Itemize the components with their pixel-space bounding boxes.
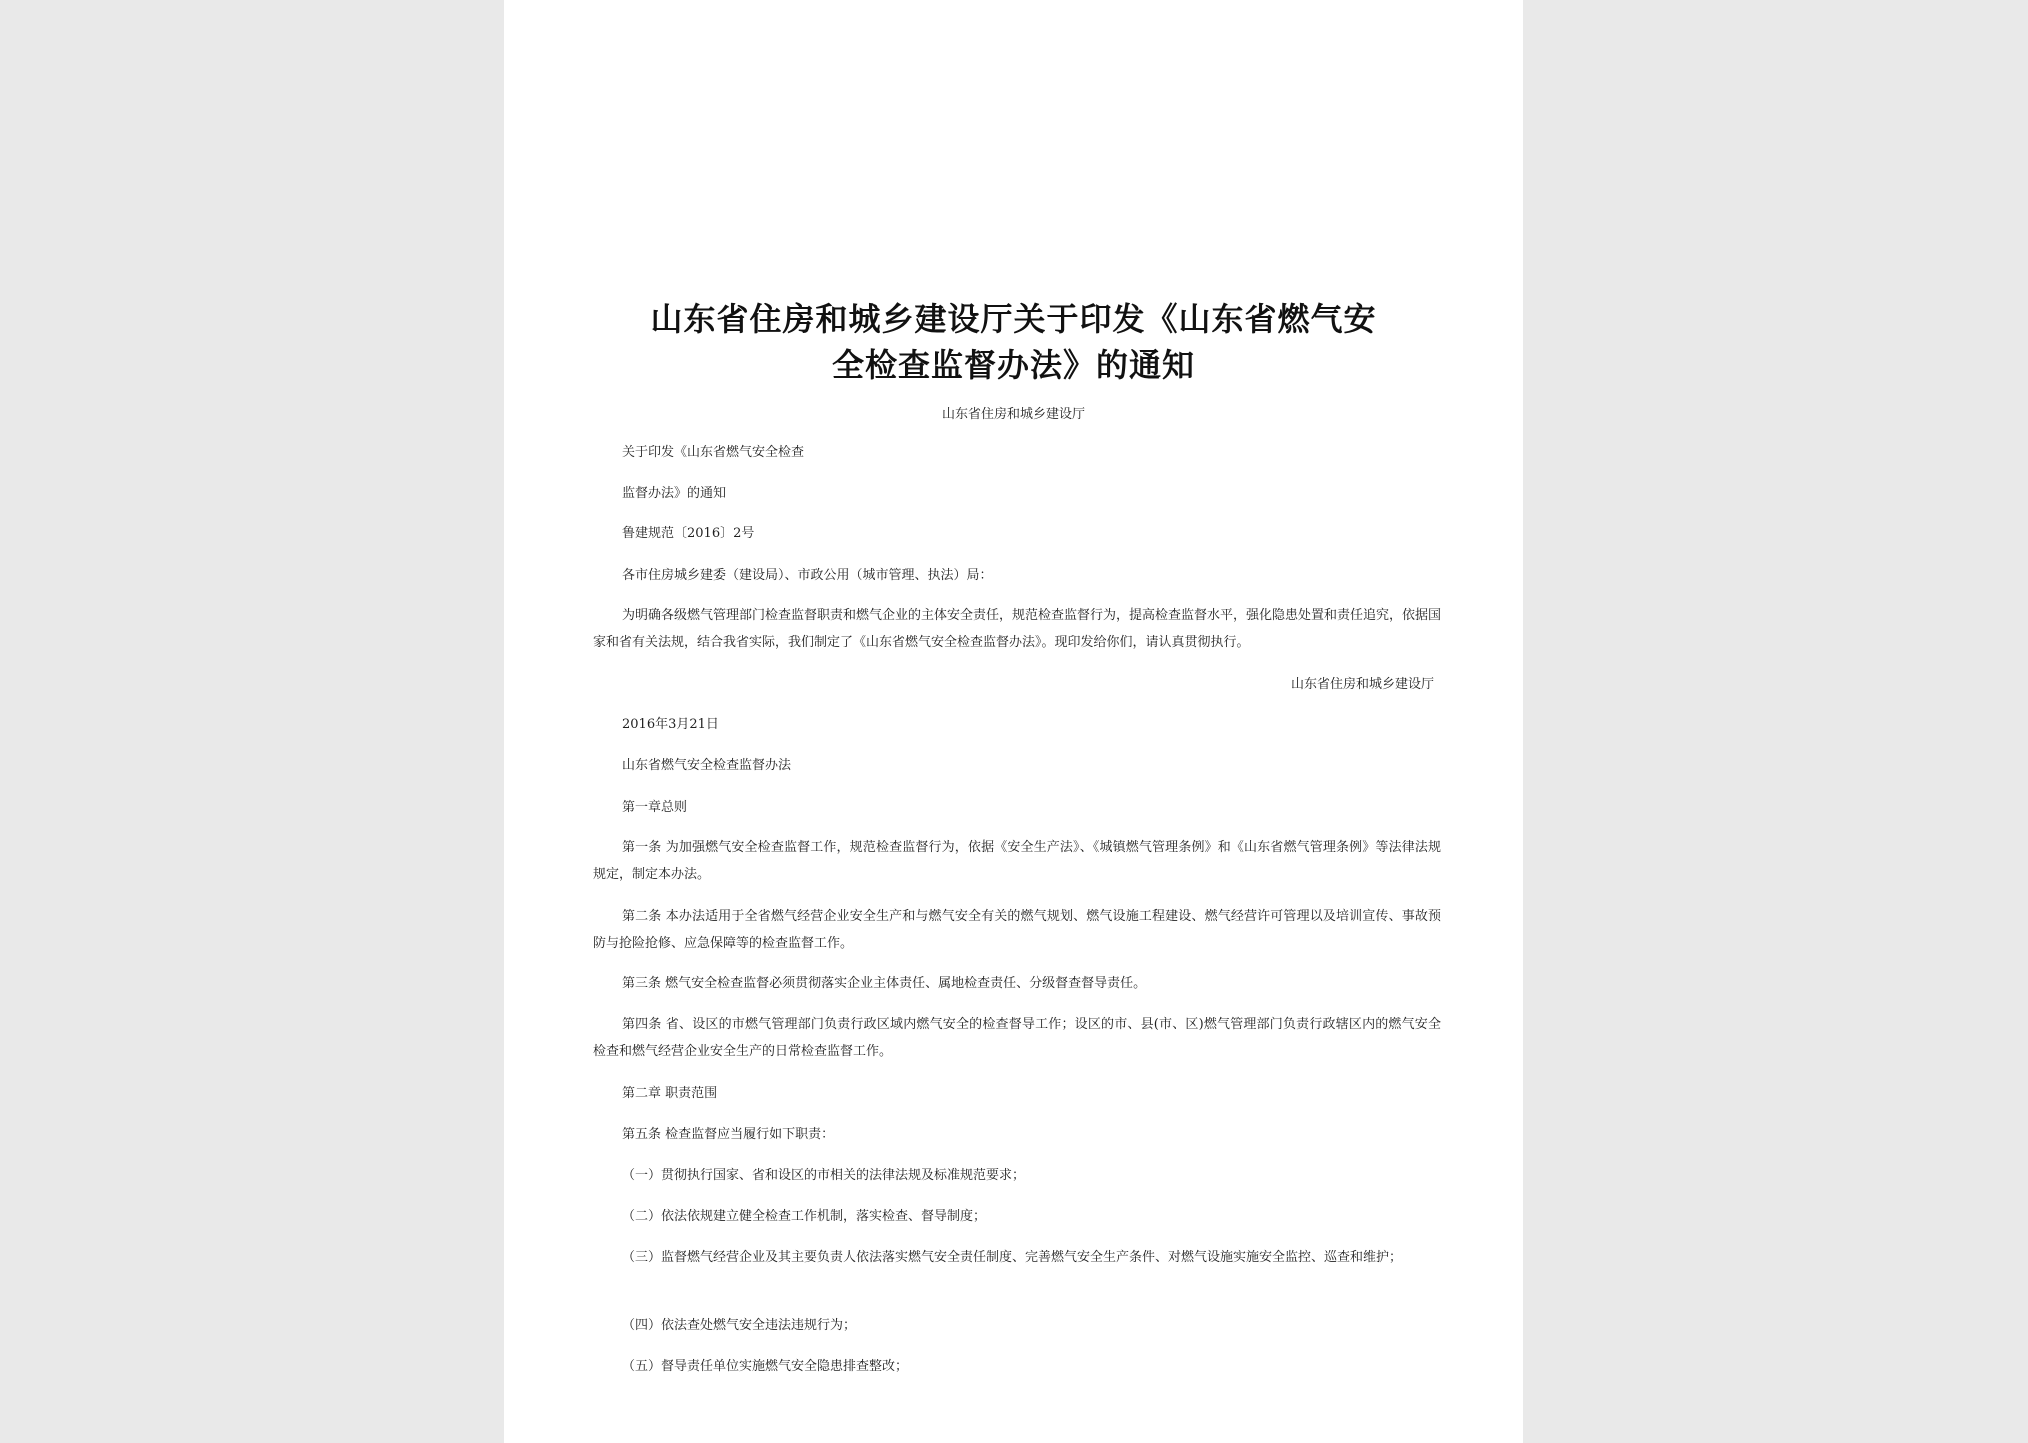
measures-title: 山东省燃气安全检查监督办法 (622, 758, 792, 773)
article-3: 第三条 燃气安全检查监督必须贯彻落实企业主体责任、属地检查责任、分级督查督导责任。 (622, 976, 1147, 991)
issuer: 山东省住房和城乡建设厅 (941, 407, 1085, 422)
addressee: 各市住房城乡建委（建设局）、市政公用（城市管理、执法）局： (622, 568, 993, 583)
chapter-1-heading: 第一章总则 (622, 800, 688, 815)
article-5: 第五条 检查监督应当履行如下职责： (622, 1127, 835, 1142)
header-line-2: 监督办法》的通知 (622, 486, 727, 501)
document-title (564, 296, 1463, 388)
article-1: 第一条 为加强燃气安全检查监督工作，规范检查监督行为，依据《安全生产法》、《城镇燃气管理条例》和《山东省燃气管理条例》等法律法规规定，制定本办法。 (593, 840, 1441, 882)
duty-item-2: （二）依法依规建立健全检查工作机制，落实检查、督导制度； (622, 1209, 987, 1224)
date: 2016年3月21日 (622, 717, 719, 732)
title-line-1: 山东省住房和城乡建设厅关于印发《山东省燃气安 (650, 300, 1377, 338)
chapter-2-heading: 第二章 职责范围 (622, 1086, 718, 1101)
intro-paragraph: 为明确各级燃气管理部门检查监督职责和燃气企业的主体安全责任，规范检查监督行为，提高检查监督水平，强化隐患处置和责任追究，依据国家和省有关法规，结合我省实际，我们制定了《山东省燃气安全检查监督办法》。现印发给你们，请认真贯彻执行。 (593, 608, 1442, 650)
doc-number: 鲁建规范〔2016〕2号 (622, 526, 755, 541)
signature: 山东省住房和城乡建设厅 (1290, 677, 1434, 692)
duty-item-1: （一）贯彻执行国家、省和设区的市相关的法律法规及标准规范要求； (622, 1168, 1026, 1183)
duty-item-5: （五）督导责任单位实施燃气安全隐患排查整改； (622, 1359, 909, 1374)
duty-item-4: （四）依法查处燃气安全违法违规行为； (622, 1318, 857, 1333)
article-2: 第二条 本办法适用于全省燃气经营企业安全生产和与燃气安全有关的燃气规划、燃气设施工程建设、燃气经营许可管理以及培训宣传、事故预防与抢险抢修、应急保障等的检查监督工作。 (593, 909, 1441, 951)
header-line-1: 关于印发《山东省燃气安全检查 (622, 445, 805, 460)
article-4: 第四条 省、设区的市燃气管理部门负责行政区域内燃气安全的检查督导工作；设区的市、县(市、区)燃气管理部门负责行政辖区内的燃气安全检查和燃气经营企业安全生产的日常检查监督工作。 (593, 1017, 1441, 1059)
document-page (504, 0, 1523, 1443)
title-line-2: 全检查监督办法》的通知 (831, 346, 1195, 384)
duty-item-3: （三）监督燃气经营企业及其主要负责人依法落实燃气安全责任制度、完善燃气安全生产条件、对燃气设施实施安全监控、巡查和维护； (622, 1250, 1403, 1265)
